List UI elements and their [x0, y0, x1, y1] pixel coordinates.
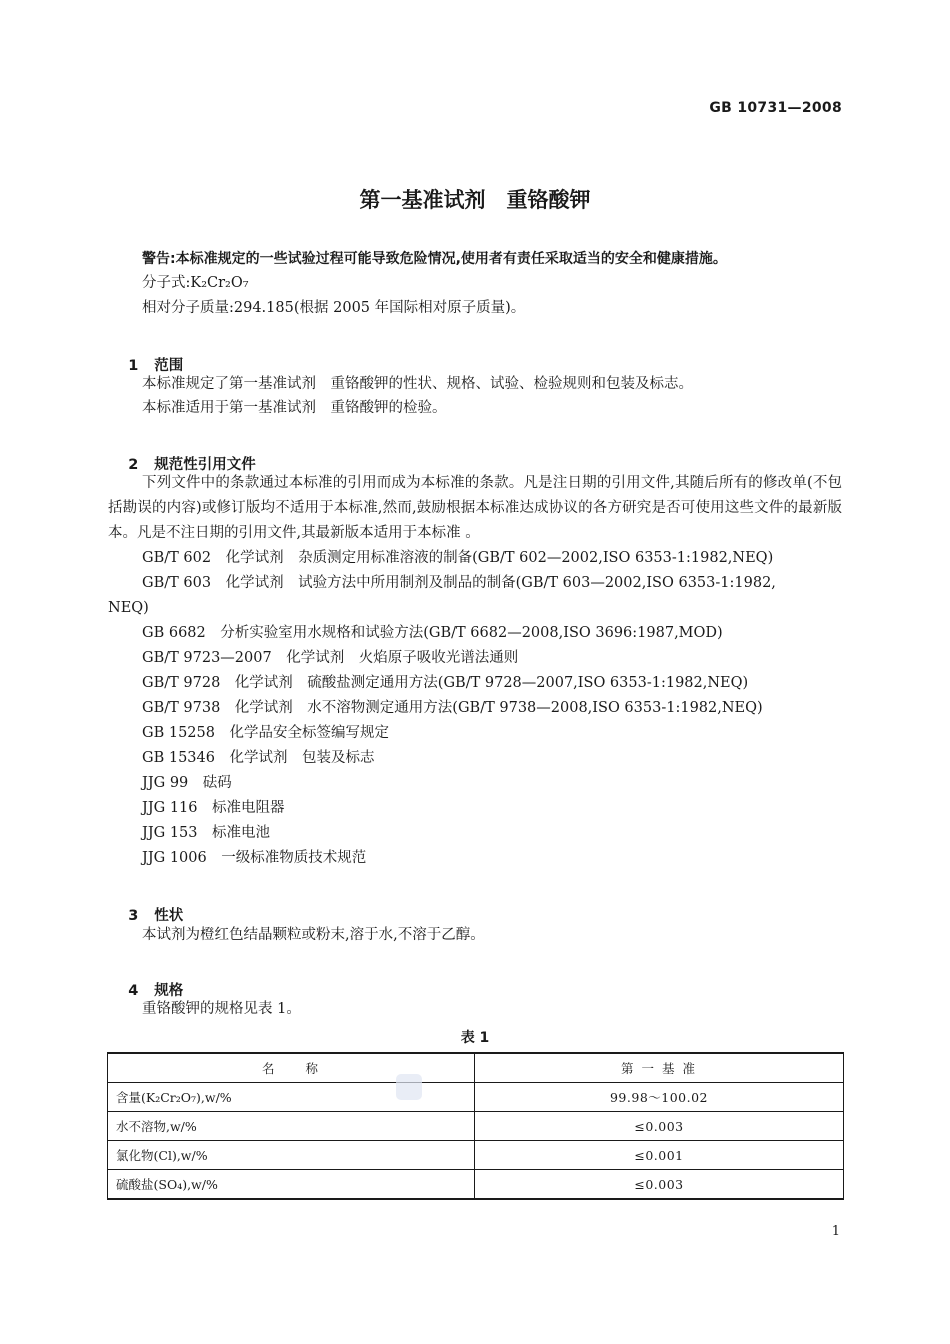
table-cell-value: ≤0.001 [475, 1141, 844, 1170]
specification-table [107, 1052, 844, 1200]
table-cell-value: ≤0.003 [475, 1170, 844, 1200]
table-cell-value: 99.98～100.02 [475, 1083, 844, 1112]
table-header-cell: 第 一 基 准 [475, 1053, 844, 1083]
table-cell-name: 含量(K₂Cr₂O₇),w/% [108, 1083, 475, 1112]
table-cell-value: ≤0.003 [475, 1112, 844, 1141]
reference-item: GB 15258 化学品安全标签编写规定 [142, 725, 389, 741]
section-number: 2 [128, 457, 139, 473]
molecular-formula: 分子式:K₂Cr₂O₇ [142, 275, 249, 291]
reference-item: GB/T 9723—2007 化学试剂 火焰原子吸收光谱法通则 [142, 650, 519, 666]
table-row [108, 1083, 844, 1112]
warning-text: 警告:本标准规定的一些试验过程可能导致危险情况,使用者有责任采取适当的安全和健康措施。 [142, 251, 727, 267]
reference-item: GB 15346 化学试剂 包装及标志 [142, 750, 375, 766]
section-title: 范围 [154, 358, 184, 374]
scope-paragraph: 本标准适用于第一基准试剂 重铬酸钾的检验。 [142, 400, 447, 416]
reference-item: GB/T 602 化学试剂 杂质测定用标准溶液的制备(GB/T 602—2002,ISO 6353-1:1982,NEQ) [142, 550, 774, 566]
reference-item: GB 6682 分析实验室用水规格和试验方法(GB/T 6682—2008,ISO 3696:1987,MOD) [142, 625, 723, 641]
reference-item: GB/T 9738 化学试剂 水不溶物测定通用方法(GB/T 9738—2008,ISO 6353-1:1982,NEQ) [142, 700, 763, 716]
scope-paragraph: 本标准规定了第一基准试剂 重铬酸钾的性状、规格、试验、检验规则和包装及标志。 [142, 376, 693, 392]
table-header-row [108, 1053, 844, 1083]
table-row [108, 1112, 844, 1141]
reference-item: GB/T 9728 化学试剂 硫酸盐测定通用方法(GB/T 9728—2007,ISO 6353-1:1982,NEQ) [142, 675, 749, 691]
page-title: 第一基准试剂 重铬酸钾 [359, 188, 591, 212]
table-row [108, 1170, 844, 1200]
molecular-mass: 相对分子质量:294.185(根据 2005 年国际相对原子质量)。 [142, 300, 526, 316]
references-intro: 下列文件中的条款通过本标准的引用而成为本标准的条款。凡是注日期的引用文件,其随后所有的修改单(不包括勘误的内容)或修订版均不适用于本标准,然而,鼓励根据本标准达成协议的各方研究是否可使用这些文件的最新版本。凡是不注日期的引用文件,其最新版本适用于本标准 。 [108, 475, 842, 541]
reference-item: JJG 116 标准电阻器 [142, 800, 285, 816]
table-cell-name: 硫酸盐(SO₄),w/% [108, 1170, 475, 1200]
reference-item: JJG 153 标准电池 [142, 825, 270, 841]
properties-paragraph: 本试剂为橙红色结晶颗粒或粉末,溶于水,不溶于乙醇。 [142, 927, 485, 943]
section-title: 性状 [154, 908, 184, 924]
section-number: 3 [128, 908, 139, 924]
reference-item: JJG 1006 一级标准物质技术规范 [142, 850, 367, 866]
section-title: 规范性引用文件 [154, 457, 256, 473]
section-number: 4 [128, 983, 139, 999]
table-header-cell: 名 称 [108, 1053, 475, 1083]
table-caption: 表 1 [460, 1030, 490, 1046]
table-cell-name: 水不溶物,w/% [108, 1112, 475, 1141]
table-cell-name: 氯化物(Cl),w/% [108, 1141, 475, 1170]
section-number: 1 [128, 358, 139, 374]
section-title: 规格 [154, 983, 184, 999]
reference-item: GB/T 603 化学试剂 试验方法中所用制剂及制品的制备(GB/T 603—2002,ISO 6353-1:1982, [142, 575, 776, 591]
reference-item: JJG 99 砝码 [142, 775, 232, 791]
page-number: 1 [831, 1224, 840, 1239]
table-row [108, 1141, 844, 1170]
watermark-logo [396, 1074, 422, 1100]
spec-intro: 重铬酸钾的规格见表 1。 [142, 1001, 301, 1017]
standard-code: GB 10731—2008 [709, 100, 842, 116]
reference-item-continuation: NEQ) [108, 600, 149, 616]
